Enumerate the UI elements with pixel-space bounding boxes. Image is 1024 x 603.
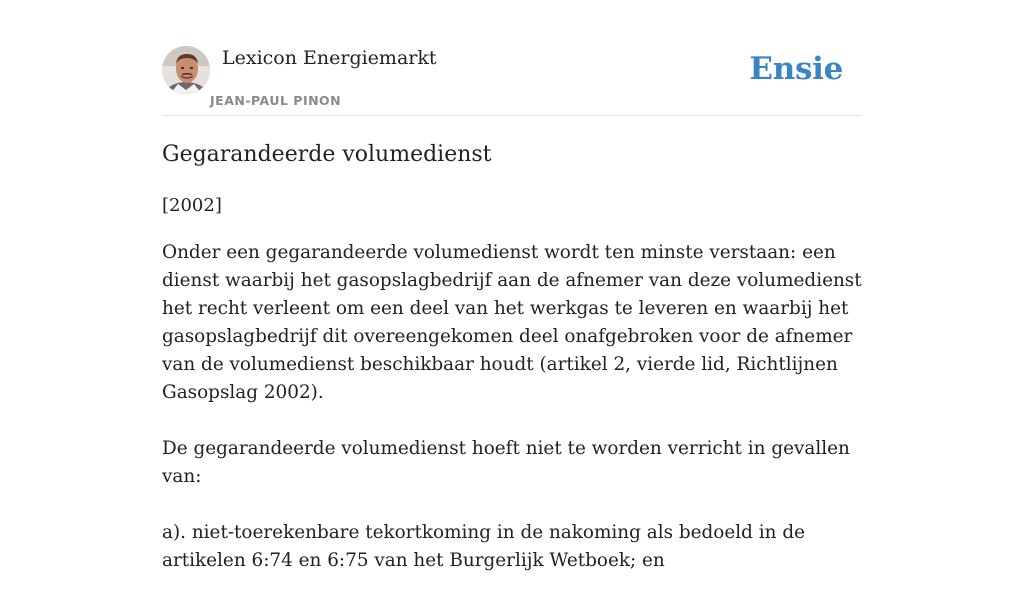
paragraph-2: De gegarandeerde volumedienst hoeft niet te worden verricht in gevallen van: xyxy=(162,438,850,487)
paragraph-1: Onder een gegarandeerde volumedienst wordt ten minste verstaan: een dienst waarbij het gasopslagbedrijf aan de afnemer van deze volumedienst het recht verleent om een deel van het werkgas te leveren en waarbij het gasopslagbedrijf dit overeengekomen deel onafgebroken voor de afnemer van de volumedienst beschikbaar houdt (artikel 2, vierde lid, Richtlijnen Gasopslag 2002). xyxy=(162,242,862,403)
header xyxy=(162,0,862,116)
lexicon-title[interactable]: Lexicon Energiemarkt xyxy=(222,47,437,69)
author-name[interactable]: JEAN-PAUL PINON xyxy=(210,93,342,108)
avatar[interactable] xyxy=(162,46,210,94)
ensie-logo[interactable]: Ensie xyxy=(749,51,843,87)
entry-body xyxy=(162,239,867,603)
entry-year: [2002] xyxy=(162,195,222,216)
entry-title: Gegarandeerde volumedienst xyxy=(162,142,492,167)
page xyxy=(162,0,862,571)
paragraph-3: a). niet-toerekenbare tekortkoming in de nakoming als bedoeld in de artikelen 6:74 en 6:75 van het Burgerlijk Wetboek; en xyxy=(162,522,805,571)
author-photo-icon xyxy=(162,46,210,94)
